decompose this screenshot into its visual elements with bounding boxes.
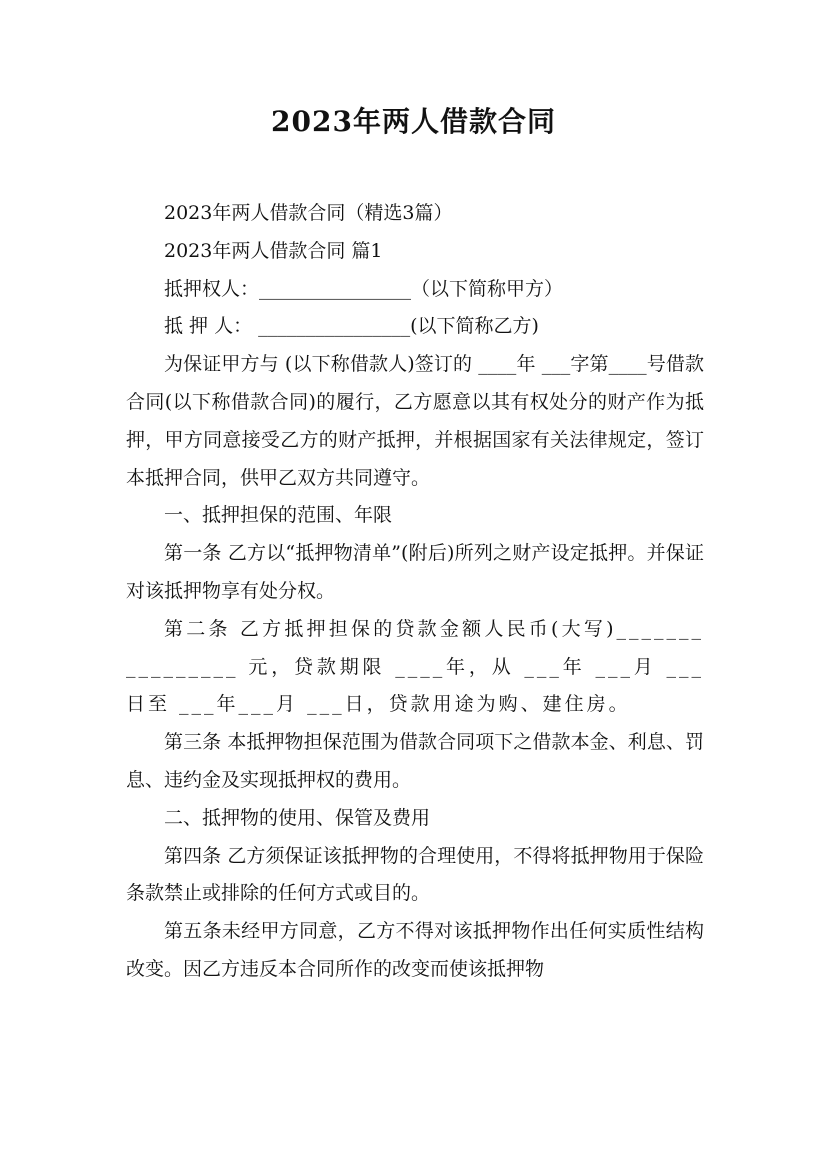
paragraph-mortgagor: 抵 押 人： ________________(以下简称乙方) (164, 315, 539, 338)
paragraph-section-heading: 2023年两人借款合同 篇1 (164, 239, 383, 262)
document-body (126, 195, 704, 989)
paragraph-mortgagee: 抵押权人：________________（以下简称甲方） (164, 277, 564, 300)
paragraph-article-3: 第三条 本抵押物担保范围为借款合同项下之借款本金、利息、罚息、违约金及实现抵押权的费用。 (126, 731, 704, 791)
paragraph-subtitle: 2023年两人借款合同（精选3篇） (164, 202, 453, 224)
paragraph-heading-usage: 二、抵押物的使用、保管及费用 (164, 806, 431, 829)
paragraph-article-5: 第五条未经甲方同意，乙方不得对该抵押物作出任何实质性结构改变。因乙方违反本合同所作的改变而使该抵押物 (126, 920, 704, 980)
paragraph-article-1: 第一条 乙方以“抵押物清单”(附后)所列之财产设定抵押。并保证对该抵押物享有处分权。 (126, 542, 704, 602)
paragraph-article-4: 第四条 乙方须保证该抵押物的合理使用，不得将抵押物用于保险条款禁止或排除的任何方式或目的。 (126, 844, 704, 905)
document-title: 2023年两人借款合同 (271, 105, 556, 138)
paragraph-preamble: 为保证甲方与 (以下称借款人)签订的 ____年 ___字第____号借款合同(以下称借款合同)的履行，乙方愿意以其有权处分的财产作为抵押，甲方同意接受乙方的财产抵押，并根据国家有关法律规定，签订本抵押合同，供甲乙双方共同遵守。 (126, 353, 704, 489)
paragraph-article-2: 第二条 乙方抵押担保的贷款金额人民币(大写)________________ 元，贷款期限 ____年，从 ___年 ___月 ___日至 ___年___月 ___日，贷款用途为购、建住房。 (126, 617, 704, 716)
paragraph-heading-scope: 一、抵押担保的范围、年限 (164, 504, 393, 527)
